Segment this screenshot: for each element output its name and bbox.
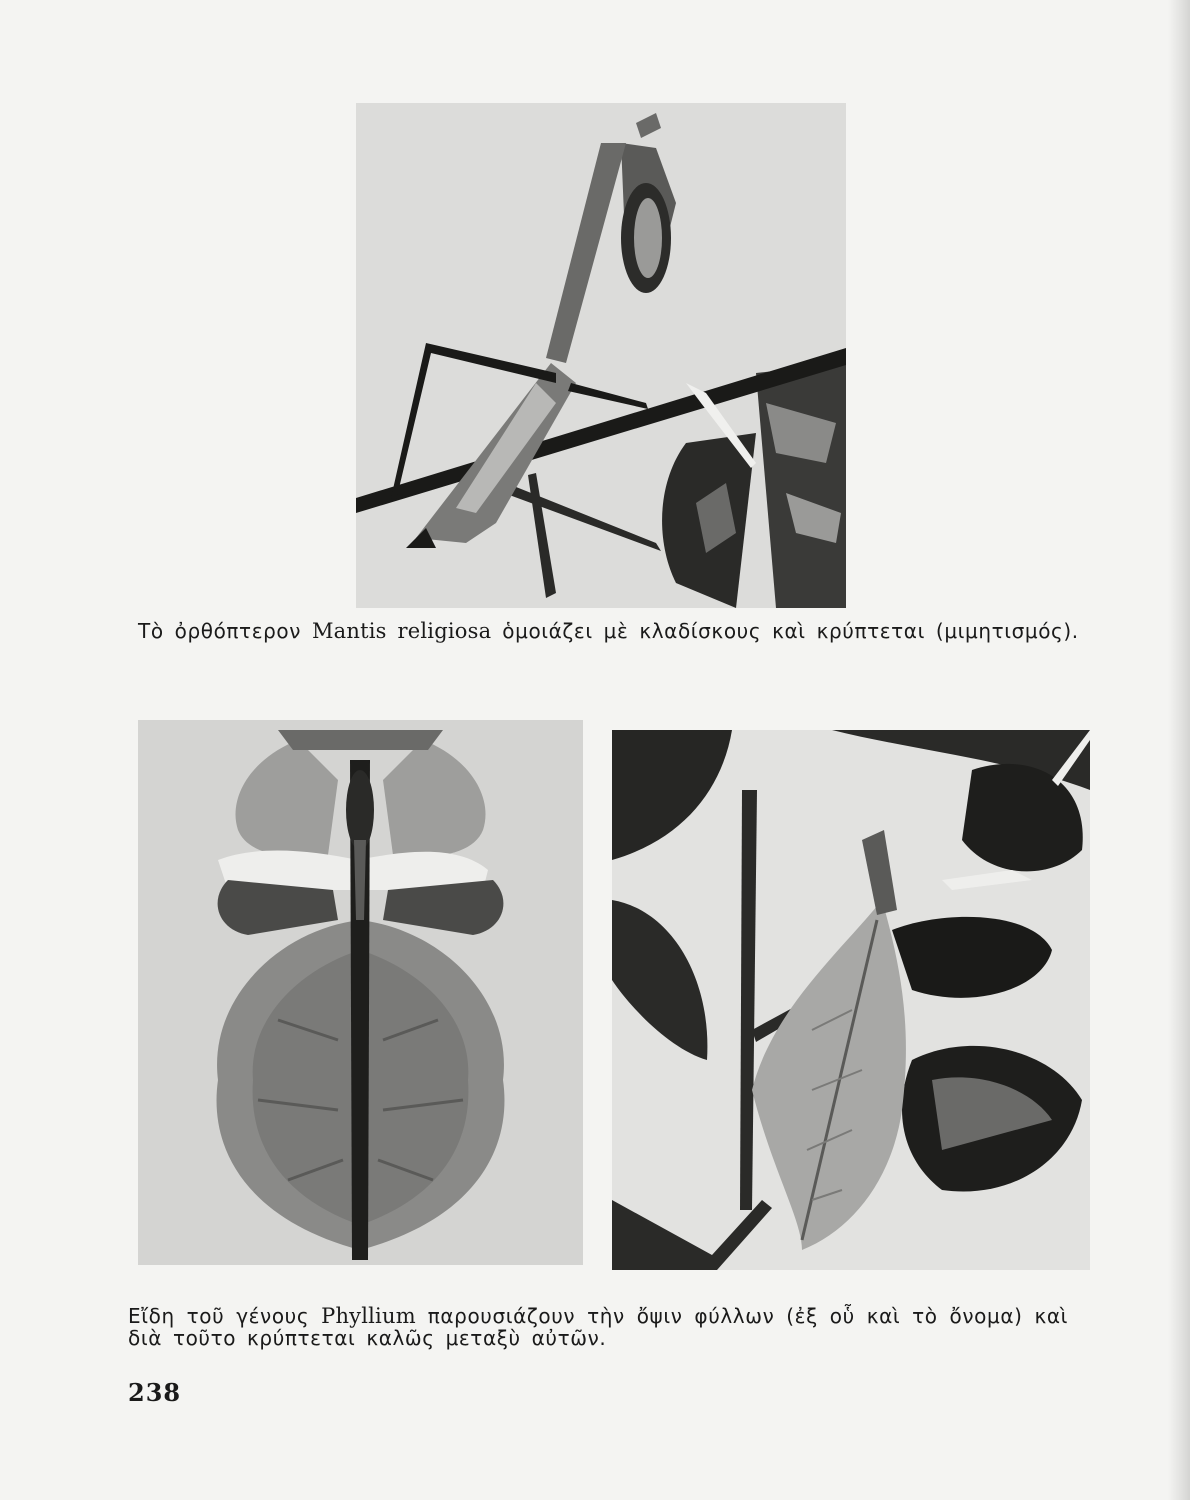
caption-bottom-post: παρουσιάζουν τὴν ὄψιν φύλλων (ἐξ οὗ καὶ τὸ ὄνομα) καὶ διὰ τοῦτο κρύπτεται καλῶς μεταξὺ αὐτῶν.: [128, 1304, 1068, 1350]
caption-top-pre: Τὸ ὀρθόπτερον: [138, 619, 312, 643]
caption-bottom-latin: Phyllium: [321, 1304, 416, 1328]
mantis-illustration: [356, 103, 846, 608]
caption-mantis: [138, 620, 1088, 642]
caption-phyllium: [128, 1305, 1068, 1349]
caption-top-latin: Mantis religiosa: [311, 619, 492, 643]
phyllium-dorsal-illustration: [138, 720, 583, 1265]
caption-bottom-pre: Εἴδη τοῦ γένους: [128, 1304, 322, 1328]
page-edge-shadow: [1168, 0, 1190, 1500]
page-number: 238: [128, 1378, 182, 1407]
caption-top-post: ὁμοιάζει μὲ κλαδίσκους καὶ κρύπτεται (μιμητισμός).: [491, 619, 1079, 643]
phyllium-photo-right: [612, 730, 1090, 1270]
phyllium-leaves-illustration: [612, 730, 1090, 1270]
phyllium-photo-left: [138, 720, 583, 1265]
mantis-photo: [356, 103, 846, 608]
